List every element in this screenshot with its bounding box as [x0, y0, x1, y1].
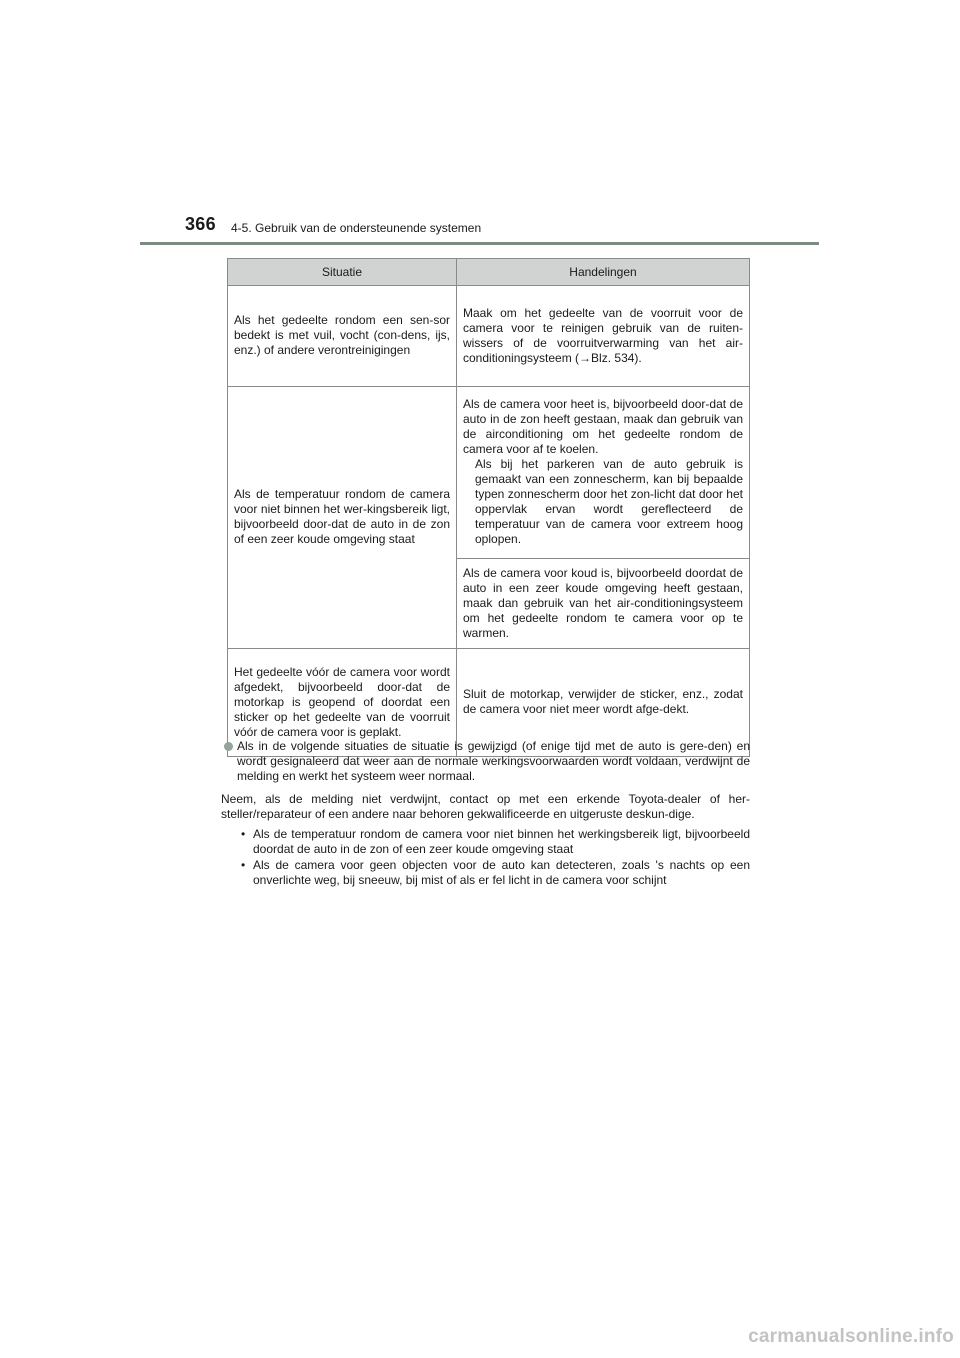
page-number: 366	[185, 214, 216, 234]
table-row	[228, 387, 750, 559]
body-text	[221, 739, 750, 889]
list-item-text: Als de camera voor geen objecten voor de auto kan detecteren, zoals 's nachts op een onverlichte weg, bij sneeuw, bij mist of als er fel licht in de camera voor schijnt	[253, 858, 750, 887]
bullet-dot-icon	[224, 742, 233, 751]
action-cell: Als de camera voor koud is, bijvoorbeeld doordat de auto in een zeer koude omgeving heeft gestaan, maak dan gebruik van het air-conditioningsysteem om het gedeelte rondom te camera voor op te warmen.	[457, 559, 750, 649]
action-cell: Sluit de motorkap, verwijder de sticker, enz., zodat de camera voor niet meer wordt afge-dekt.	[457, 649, 750, 757]
bullet-paragraph-text: Als in de volgende situaties de situatie is gewijzigd (of enige tijd met de auto is gere-den) en wordt gesignaleerd dat weer aan de normale werkingsvoorwaarden wordt voldaan, verdwijnt de melding en werkt het systeem weer normaal.	[237, 739, 750, 783]
column-header-handelingen: Handelingen	[457, 259, 750, 286]
action-note: Als bij het parkeren van de auto gebruik is gemaakt van een zonnescherm, kan bij bepaalde typen zonnescherm door het zon-licht dat door het oppervlak ervan wordt gereflecteerd de temperatuur van de camera voor extreem hoog oplopen.	[475, 457, 743, 546]
section-title: 4-5. Gebruik van de ondersteunende systemen	[231, 221, 482, 235]
action-text: Als de camera voor heet is, bijvoorbeeld door-dat de auto in de zon heeft gestaan, maak dan gebruik van de airconditioning om het gedeelte rondom de camera voor af te koelen.	[463, 397, 743, 456]
condition-list	[221, 827, 750, 888]
action-cell: Maak om het gedeelte van de voorruit voor de camera voor te reinigen gebruik van de ruiten-wissers of de voorruitverwarming van het air-conditioningsysteem (→Blz. 534).	[457, 286, 750, 387]
situation-cell: Als het gedeelte rondom een sen-sor bedekt is met vuil, vocht (con-dens, ijs, enz.) of andere verontreinigingen	[228, 286, 457, 387]
situation-table	[227, 258, 750, 757]
list-item	[241, 858, 750, 888]
situation-cell: Als de temperatuur rondom de camera voor niet binnen het wer-kingsbereik ligt, bijvoorbeeld door-dat de auto in de zon of een zeer koude omgeving staat	[228, 387, 457, 649]
header-rule	[140, 242, 819, 245]
situation-cell: Het gedeelte vóór de camera voor wordt afgedekt, bijvoorbeeld door-dat de motorkap is geopend of doordat een sticker op het gedeelte van de voorruit vóór de camera voor is geplakt.	[228, 649, 457, 757]
table-header-row	[228, 259, 750, 286]
bullet-paragraph	[221, 739, 750, 784]
column-header-situatie: Situatie	[228, 259, 457, 286]
list-item-text: Als de temperatuur rondom de camera voor niet binnen het werkingsbereik ligt, bijvoorbeeld doordat de auto in de zon of een zeer koude omgeving staat	[253, 827, 750, 856]
watermark: carmanualsonline.info	[748, 1326, 954, 1347]
table-row	[228, 286, 750, 387]
action-cell	[457, 387, 750, 559]
list-bullet: •	[241, 827, 246, 841]
list-item	[241, 827, 750, 857]
list-bullet: •	[241, 858, 246, 872]
paragraph: Neem, als de melding niet verdwijnt, contact op met een erkende Toyota-dealer of her-steller/reparateur of een andere naar behoren gekwalificeerde en uitgeruste deskun-dige.	[221, 792, 750, 821]
